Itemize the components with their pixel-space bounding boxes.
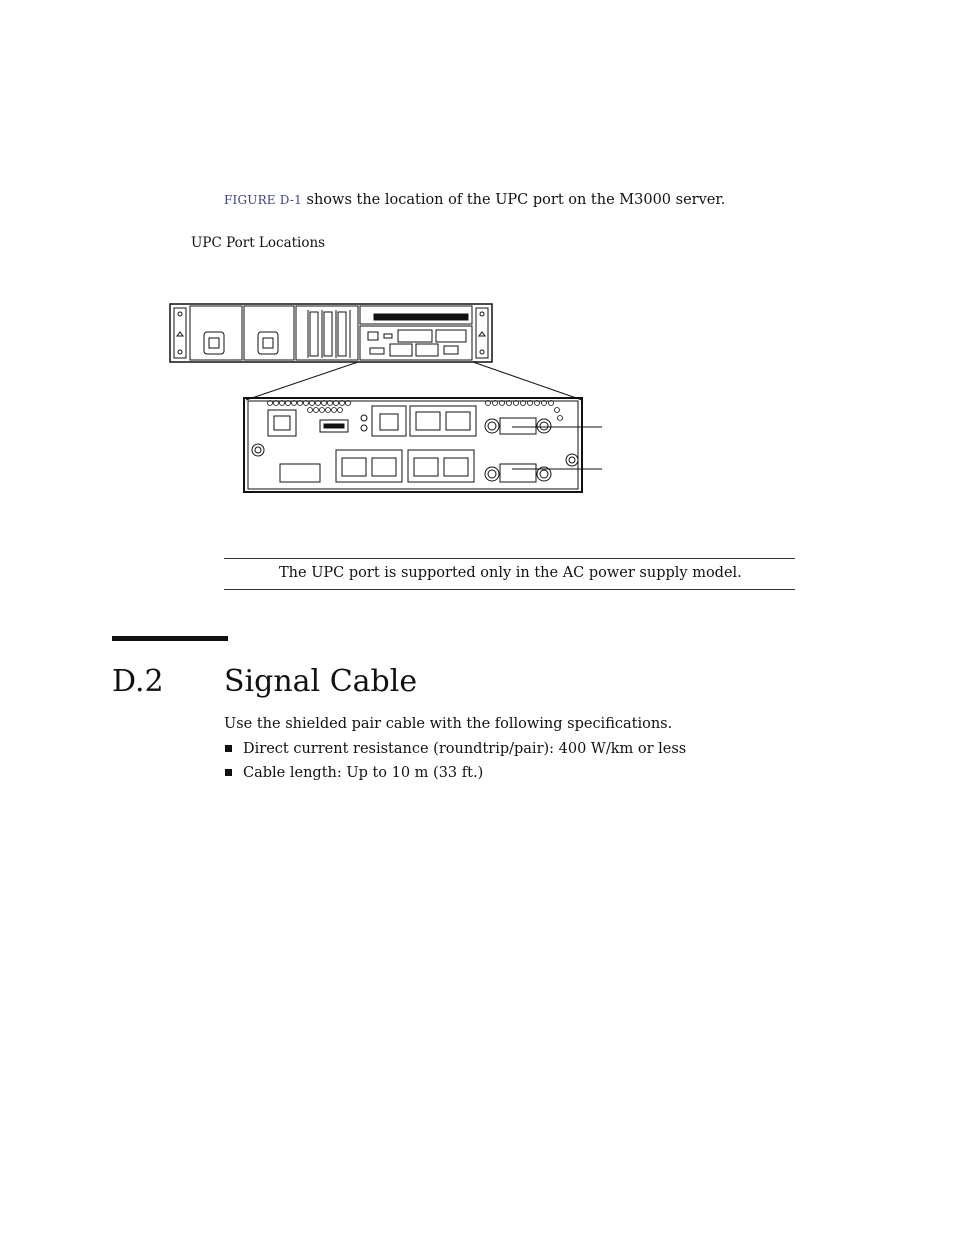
intro-text: shows the location of the UPC port on the M3000 server. [301,192,726,208]
note-text: The UPC port is supported only in the AC power supply model. [279,565,742,581]
section-title: Signal Cable [224,664,418,699]
section-number: D.2 [112,664,164,699]
figure-cross-reference-link[interactable]: FIGURE D-1 [224,193,302,207]
io-panel-detail [244,398,582,492]
list-item: Direct current resistance (roundtrip/pair): 400 W/km or less [224,740,686,764]
bullet-square-icon [225,745,232,752]
upc-port-2 [485,464,551,482]
spec-bullet-list [224,740,686,788]
section-rule [112,636,228,641]
server-rear-panel [170,304,492,362]
server-rear-panel-figure [168,300,608,500]
note-box [224,558,795,590]
upc-port-1 [485,418,551,434]
list-item: Cable length: Up to 10 m (33 ft.) [224,764,686,788]
intro-paragraph [224,192,725,208]
bullet-square-icon [225,769,232,776]
section-body: Use the shielded pair cable with the following specifications. [224,716,673,732]
figure-caption: UPC Port Locations [191,235,326,251]
